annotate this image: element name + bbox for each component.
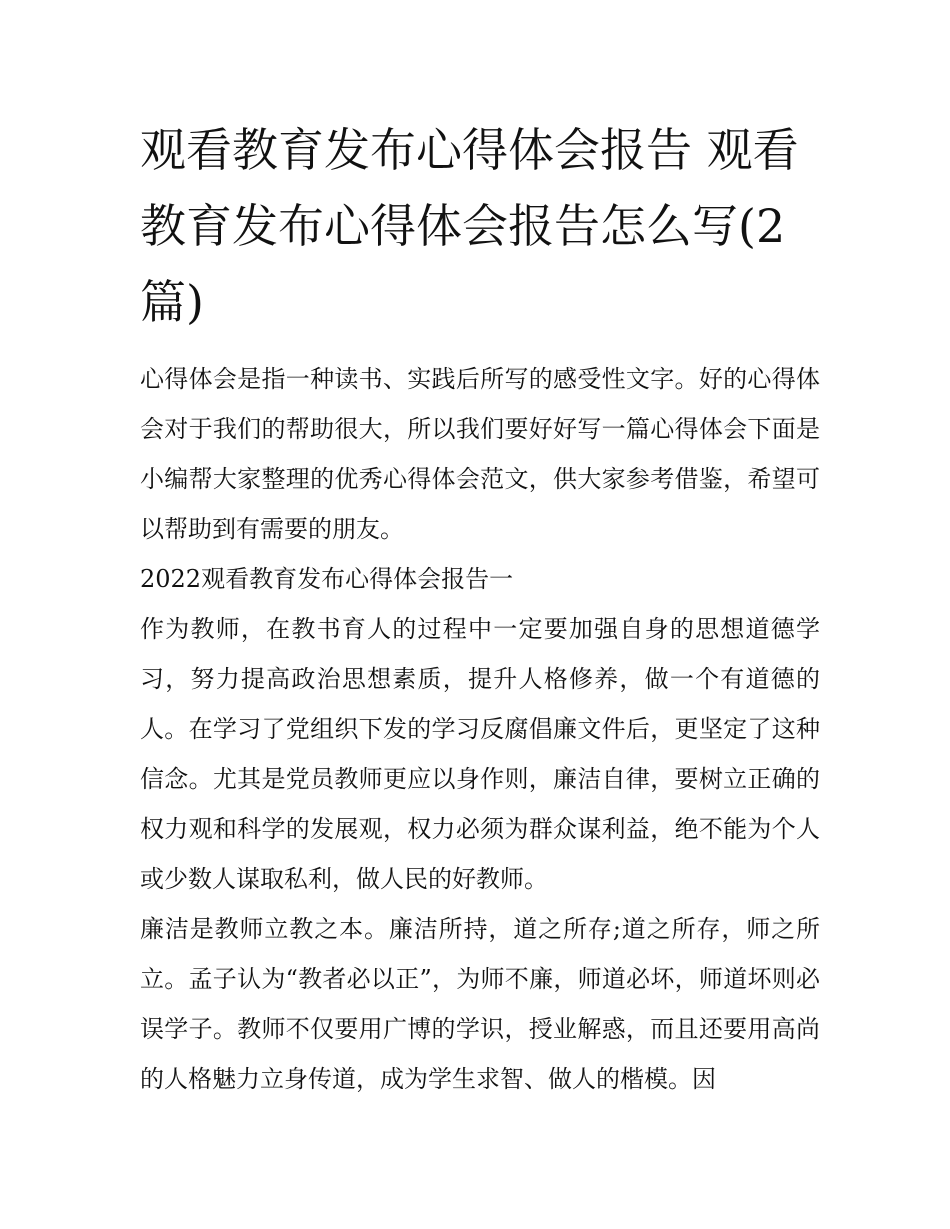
intro-paragraph: 心得体会是指一种读书、实践后所写的感受性文字。好的心得体会对于我们的帮助很大，所以我们要好好写一篇心得体会下面是小编帮大家整理的优秀心得体会范文，供大家参考借鉴，希望可以帮助到有需要的朋友。 [140,365,820,543]
document-page [140,112,820,1104]
document-title: 观看教育发布心得体会报告 观看教育发布心得体会报告怎么写(2篇) [140,123,799,329]
body-paragraph: 廉洁是教师立教之本。廉洁所持，道之所存;道之所存，师之所立。孟子认为“教者必以正”，为师不廉，师道必坏，师道坏则必误学子。教师不仅要用广博的学识，授业解惑，而且还要用高尚的人格魅力立身传道，成为学生求智、做人的楷模。因 [140,915,820,1093]
body-paragraph: 作为教师，在教书育人的过程中一定要加强自身的思想道德学习，努力提高政治思想素质，提升人格修养，做一个有道德的人。在学习了党组织下发的学习反腐倡廉文件后，更坚定了这种信念。尤其是党员教师更应以身作则，廉洁自律，要树立正确的权力观和科学的发展观，权力必须为群众谋利益，绝不能为个人或少数人谋取私利，做人民的好教师。 [140,615,820,893]
section-heading: 2022观看教育发布心得体会报告一 [140,565,514,593]
